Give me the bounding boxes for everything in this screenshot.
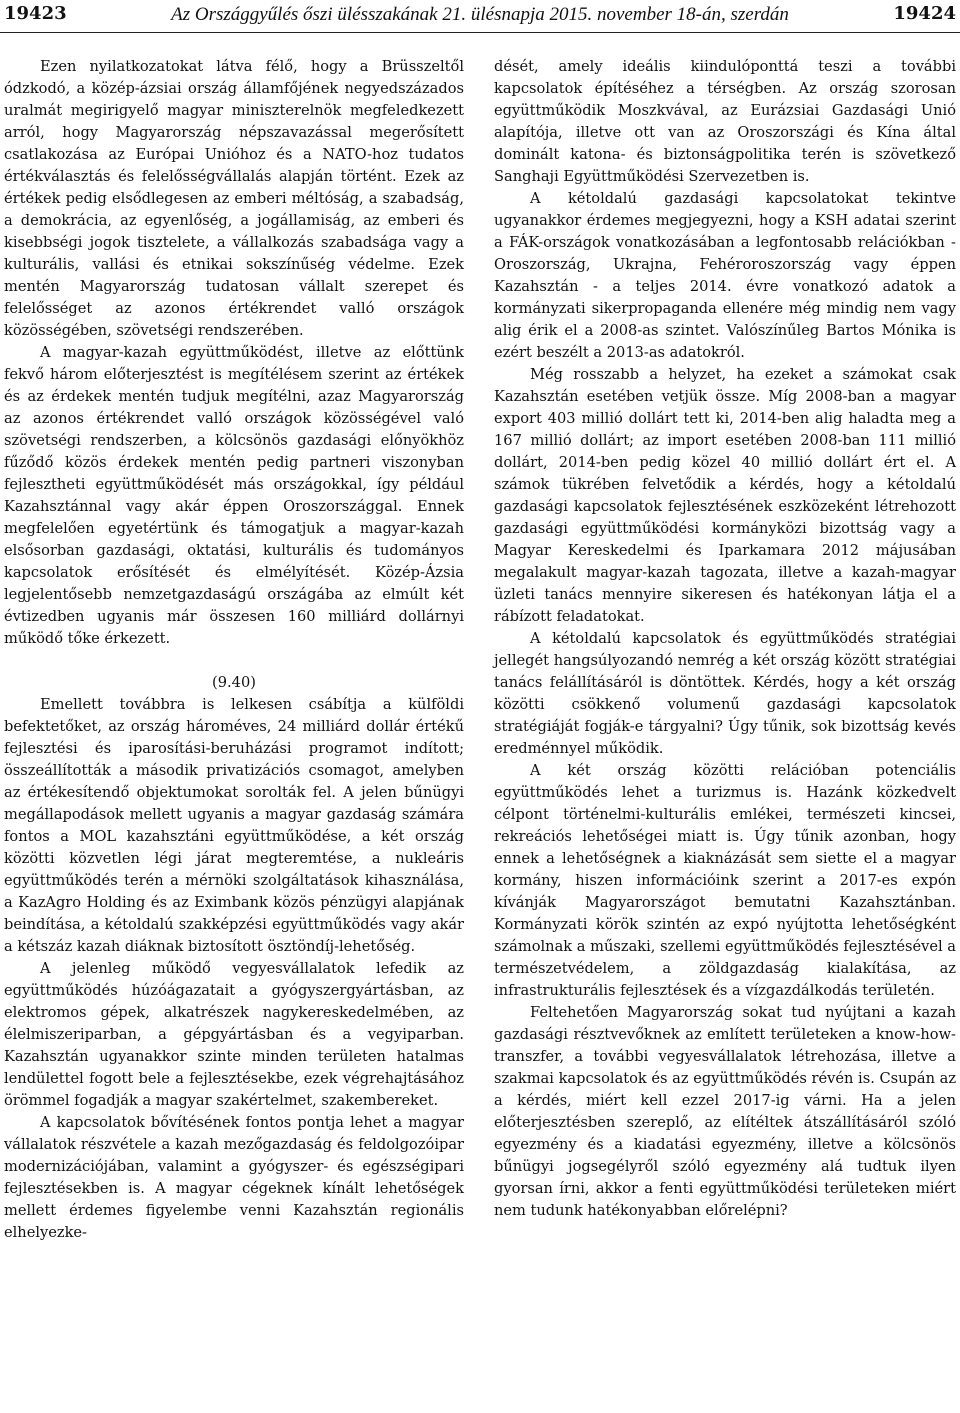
paragraph: A kapcsolatok bővítésének fontos pontja lehet a magyar vállalatok részvétele a kazah mezőgazdaság és feldolgozóipar modernizációjában, valamint a gyógyszer- és egészségipari fejlesztésekben is. A magyar cégeknek kínált lehetőségek mellett érdemes figyelembe venni Kazahsztán regionális elhelyezke- [4, 1114, 464, 1241]
paragraph: A jelenleg működő vegyesvállalatok lefedik az együttműködés húzóágazatait a gyógyszergyártásban, az elektromos gépek, alkatrészek nagykereskedelmében, az élelmiszeriparban, a gépgyártásban és a vegyiparban. Kazahsztán ugyanakkor szinte minden területen hatalmas lendülettel fogott bele a fejlesztésekbe, ezek végrehajtásához örömmel fogadják a magyar szakértelmet, szakembereket. [4, 960, 464, 1109]
paragraph: Még rosszabb a helyzet, ha ezeket a számokat csak Kazahsztán esetében vetjük össze. Míg 2008-ban a magyar export 403 millió dollárt tett ki, 2014-ben alig haladta meg a 167 millió dollárt; az import esetében 2008-ban 111 millió dollárt, 2014-ben pedig közel 40 millió dollárt ért el. A számok tükrében felvetődik a kérdés, hogy a kétoldalú gazdasági kapcsolatok fejlesztésének eszközeként létrehozott gazdasági együttműködési kormányközi bizottság vagy a Magyar Kereskedelmi és Iparkamara 2012 májusában megalakult magyar-kazah tagozata, illetve a kazah-magyar üzleti tanács mennyire sikeresen és hatékonyan látja el a rábízott feladatokat. [494, 366, 956, 625]
time-marker: (9.40) [212, 674, 256, 691]
paragraph: Ezen nyilatkozatokat látva félő, hogy a Brüsszeltől ódzkodó, a közép-ázsiai ország államfőjének negyedszázados uralmát megirigyelő magyar miniszterelnök megfeledkezett arról, hogy Magyarország népszavazással megerősített csatlakozása az Európai Unióhoz és a NATO-hoz tudatos értékválasztás és felelősségvállalás alapján történt. Ezek az értékek pedig elsődlegesen az emberi méltóság, a szabadság, a demokrácia, az egyenlőség, a jogállamiság, az emberi és kisebbségi jogok tisztelete, a vállalkozás szabadsága vagy a kulturális, vallási és etnikai sokszínűség védelme. Ezek mentén Magyarország tudatosan vállalt szerepet és felelősséget az azonos értékrendet valló országok közösségében, szövetségi rendszerében. [4, 58, 464, 339]
header-rule [0, 32, 960, 33]
page-number-right: 19424 [893, 3, 956, 24]
paragraph: A magyar-kazah együttműködést, illetve az előttünk fekvő három előterjesztést is megítélésem szerint az értékek és az érdekek mentén tudjuk megítélni, azaz Magyarország az azonos értékrendet valló országok közösségével való szövetségi rendszerben, a kölcsönös gazdasági előnyökhöz fűződő közös érdekek mentén pedig partneri viszonyban fejlesztheti együttműködését más országokkal, így például Kazahsztánnal vagy akár éppen Oroszországgal. Ennek megfelelően egyetértünk és támogatjuk a magyar-kazah elsősorban gazdasági, oktatási, kulturális és tudományos kapcsolatok erősítését és elmélyítését. Közép-Ázsia legjelentősebb nemzetgazdaságú országába az elmúlt két évtizedben ugyanis már összesen 160 milliárd dollárnyi működő tőke érkezett. [4, 344, 464, 647]
paragraph: A kétoldalú kapcsolatok és együttműködés stratégiai jellegét hangsúlyozandó nemrég a két ország között stratégiai tanács felállításáról is döntöttek. Kérdés, hogy a két ország közötti csökkenő volumenű gazdasági kapcsolatok stratégiáját fogják-e tárgyalni? Úgy tűnik, sok bizottság kevés eredménnyel működik. [494, 630, 956, 757]
paragraph: A két ország közötti relációban potenciális együttműködés lehet a turizmus is. Hazánk közkedvelt célpont történelmi-kulturális emlékei, természeti kincsei, rekreációs lehetőségei miatt is. Úgy tűnik azonban, hogy ennek a lehetőségnek a kiaknázását sem siette el a magyar kormány, hiszen információink szerint a 2017-es expón kívánják Magyarországot bemutatni Kazahsztánban. Kormányzati körök szintén az expó nyújtotta lehetőségként számolnak a műszaki, szellemi együttműködés fejlesztésével a természetvédelem, a zöldgazdaság kialakítása, az infrastrukturális fejlesztések és a vízgazdálkodás területén. [494, 762, 956, 999]
paragraph: dését, amely ideális kiindulóponttá teszi a további kapcsolatok építéséhez a térségben. Az ország szorosan együttműködik Moszkvával, az Eurázsiai Gazdasági Unió alapítója, illetve ott van az Oroszországi és Kína által dominált katona- és biztonságpolitika terén is szövetkező Sanghaji Együttműködési Szervezetben is. [494, 58, 956, 185]
left-column [4, 56, 464, 1244]
paragraph: Emellett továbbra is lelkesen csábítja a külföldi befektetőket, az ország hároméves, 24 milliárd dollár értékű fejlesztési és iparosítási-beruházási programot indított; összeállították a második privatizációs csomagot, amelyben az értékesítendő objektumokat sorolták fel. A jelen bűnügyi megállapodások mellett ugyanis a magyar gazdaság számára fontos a MOL kazahsztáni együttműködése, a két ország közötti közvetlen légi járat megteremtése, a nukleáris együttműködés terén a mérnöki szolgáltatások kihasználása, a KazAgro Holding és az Eximbank közös pénzügyi alapjának beindítása, a kétoldalú szakképzési együttműködés vagy akár a kétszáz kazah diáknak biztosított ösztöndíj-lehetőség. [4, 696, 464, 955]
header-title: Az Országgyűlés őszi ülésszakának 21. ülésnapja 2015. november 18-án, szerdán [171, 4, 789, 25]
page-number-left: 19423 [4, 3, 67, 24]
paragraph: A kétoldalú gazdasági kapcsolatokat tekintve ugyanakkor érdemes megjegyezni, hogy a KSH adatai szerint a FÁK-országok vonatkozásában a legfontosabb relációkban - Oroszország, Ukrajna, Fehéroroszország vagy éppen Kazahsztán - a teljes 2014. évre vonatkozó adatok a kormányzati sikerpropaganda ellenére még mindig nem vagy alig érik el a 2008-as szintet. Valószínűleg Bartos Mónika is ezért beszélt a 2013-as adatokról. [494, 190, 956, 361]
page-header [0, 0, 960, 34]
right-column [494, 56, 956, 1222]
paragraph: Feltehetően Magyarország sokat tud nyújtani a kazah gazdasági résztvevőknek az említett területeken a know-how-transzfer, a további vegyesvállalatok létrehozása, illetve a szakmai kapcsolatok és az együttműködés révén is. Csupán az a kérdés, miért kell ezzel 2017-ig várni. Ha a jelen előterjesztésben szereplő, az elítéltek átszállításáról szóló egyezmény és a kiadatási egyezmény, illetve a kölcsönös bűnügyi jogsegélyről szóló egyezmény alá tudtuk ilyen gyorsan írni, akkor a fenti együttműködési területeken miért nem tudunk hatékonyabban előrelépni? [494, 1004, 957, 1219]
